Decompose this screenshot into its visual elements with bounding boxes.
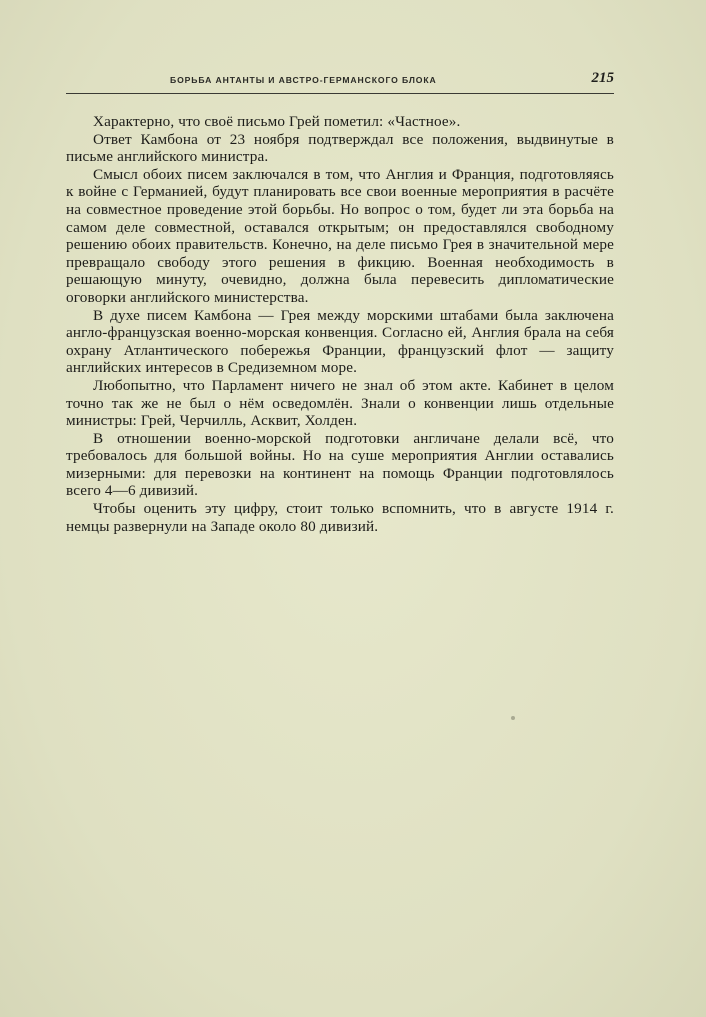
paragraph: Чтобы оценить эту цифру, стоит только вспомнить, что в августе 1914 г. немцы развернули на Западе около 80 дивизий. [66,500,614,535]
page-header [66,70,614,92]
paragraph: Ответ Камбона от 23 ноября подтверждал все положения, выдвинутые в письме английского министра. [66,130,614,166]
paragraph: В духе писем Камбона — Грея между морскими штабами была заключена англо-французская военно-морская конвенция. Согласно ей, Англия брала на себя охрану Атлантического побережья Франции, французский флот — защиту английских интересов в Средиземном море. [66,306,614,377]
page-number: 215 [591,70,614,86]
paragraph: В отношении военно-морской подготовки англичане делали всё, что требовалось для большой войны. Но на суше мероприятия Англии оставались мизерными: для перевозки на континент на помощь Франции подготовлялось всего 4—6 дивизий. [66,429,614,500]
paragraph: Характерно, что своё письмо Грей пометил: «Частное». [93,113,461,130]
running-head: БОРЬБА АНТАНТЫ И АВСТРО-ГЕРМАНСКОГО БЛОКА [170,75,437,85]
paragraph: Смысл обоих писем заключался в том, что Англия и Франция, подготовляясь к войне с Германией, будут планировать все свои военные мероприятия в расчёте на совместное проведение этой борьбы. Но вопрос о том, будет ли эта борьба на самом деле совместной, оставался открытым; он предоставлялся свободному решению обоих правительств. Конечно, на деле письмо Грея в значительной мере превращало свободу этого решения в фикцию. Военная необходимость в решающую минуту, очевидно, должна была перевесить дипломатические оговорки английского министерства. [66,165,614,306]
paragraph: Любопытно, что Парламент ничего не знал об этом акте. Кабинет в целом точно так же не был о нём осведомлён. Знали о конвенции лишь отдельные министры: Грей, Черчилль, Асквит, Холден. [66,376,614,430]
body-text [66,113,614,535]
paper-speck [511,716,515,720]
header-rule [66,93,614,94]
